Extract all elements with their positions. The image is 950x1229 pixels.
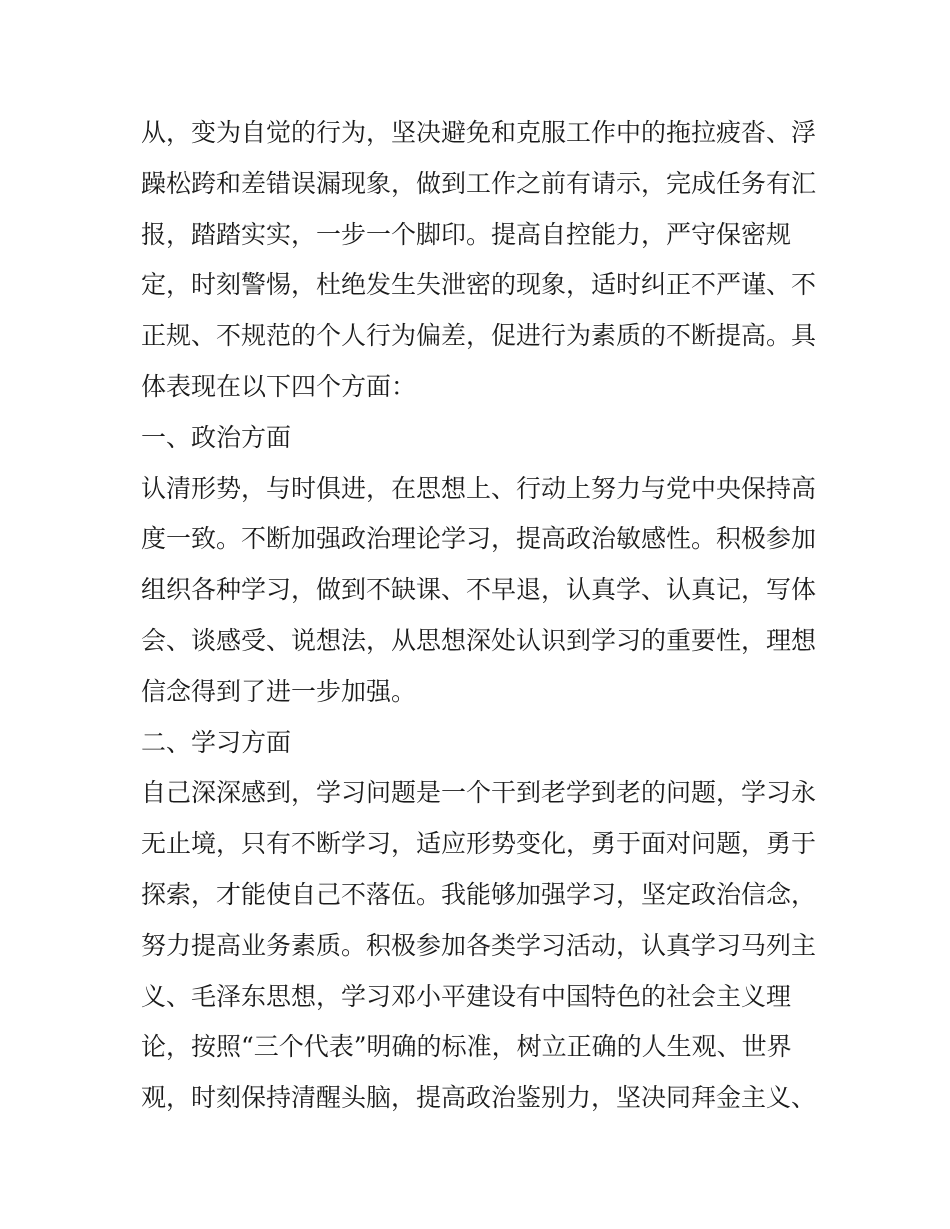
text-line: 自己深深感到，学习问题是一个干到老学到老的问题，学习永 (141, 778, 817, 808)
text-line: 组织各种学习，做到不缺课、不早退，认真学、认真记，写体 (141, 575, 817, 605)
text-line: 从，变为自觉的行为，坚决避免和克服工作中的拖拉疲沓、浮 (141, 118, 817, 147)
text-line: 会、谈感受、说想法，从思想深处认识到学习的重要性，理想 (141, 625, 817, 655)
text-line: 度一致。不断加强政治理论学习，提高政治敏感性。积极参加 (141, 524, 817, 554)
document-body (141, 108, 821, 1124)
section-heading-study: 二、学习方面 (141, 727, 292, 757)
text-line: 努力提高业务素质。积极参加各类学习活动，认真学习马列主 (141, 930, 817, 960)
text-line: 义、毛泽东思想，学习邓小平建设有中国特色的社会主义理 (141, 981, 792, 1011)
text-line: 观，时刻保持清醒头脑，提高政治鉴别力，坚决同拜金主义、 (141, 1083, 817, 1113)
text-line: 体表现在以下四个方面： (141, 371, 417, 401)
text-line: 报，踏踏实实，一步一个脚印。提高自控能力，严守保密规 (141, 219, 792, 249)
text-line: 信念得到了进一步加强。 (141, 676, 417, 706)
text-line: 论，按照“三个代表”明确的标准，树立正确的人生观、世界 (141, 1032, 792, 1062)
text-line: 无止境，只有不断学习，适应形势变化，勇于面对问题，勇于 (141, 829, 817, 859)
text-line: 认清形势，与时俱进，在思想上、行动上努力与党中央保持高 (141, 473, 817, 503)
section-heading-politics: 一、政治方面 (141, 422, 292, 452)
text-line: 躁松跨和差错误漏现象，做到工作之前有请示，完成任务有汇 (141, 168, 817, 198)
text-line: 正规、不规范的个人行为偏差，促进行为素质的不断提高。具 (141, 321, 817, 351)
text-line: 定，时刻警惕，杜绝发生失泄密的现象，适时纠正不严谨、不 (141, 270, 817, 300)
text-line: 探索，才能使自己不落伍。我能够加强学习，坚定政治信念， (141, 879, 817, 909)
